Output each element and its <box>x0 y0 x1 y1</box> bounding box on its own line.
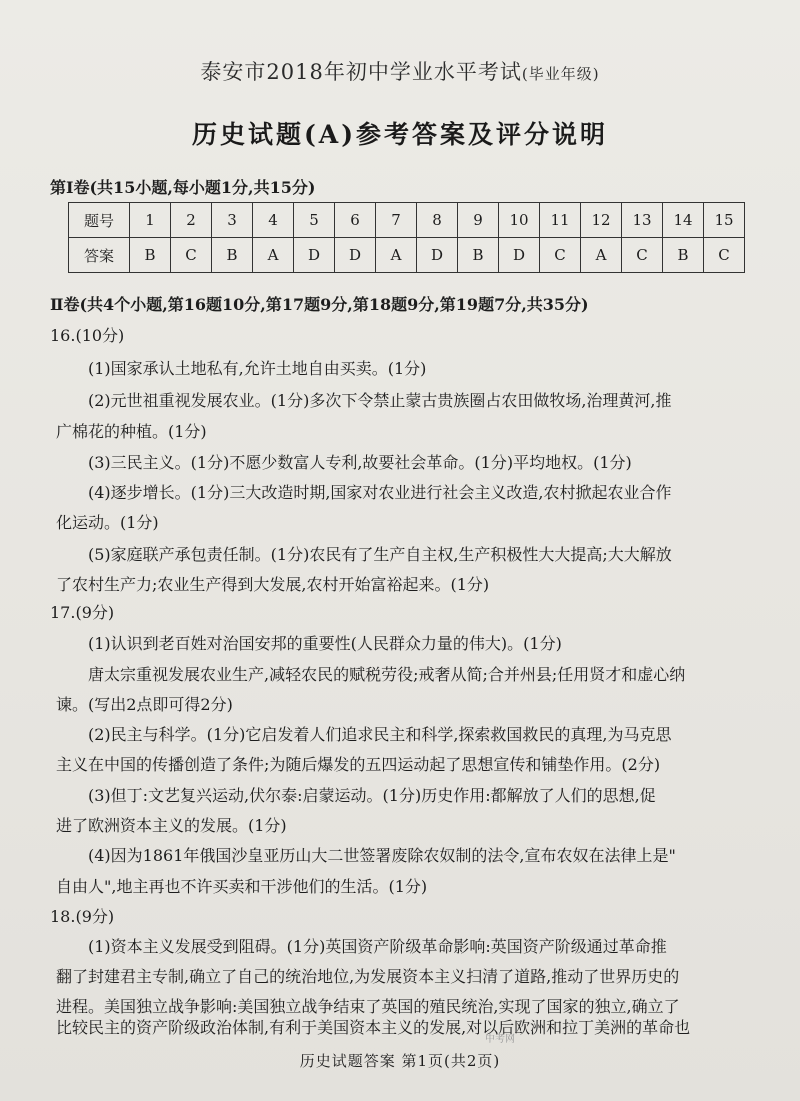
answer-line: 唐太宗重视发展农业生产,减轻农民的赋税劳役;戒奢从简;合并州县;任用贤才和虚心纳 <box>88 665 686 684</box>
answer-line: (5)家庭联产承包责任制。(1分)农民有了生产自主权,生产积极性大大提高;大大解放 <box>88 545 672 564</box>
answer-table-number-row <box>69 203 745 238</box>
answer-letter: C <box>540 238 581 273</box>
answer-line: (2)民主与科学。(1分)它启发着人们追求民主和科学,探索救国救民的真理,为马克思 <box>88 725 672 744</box>
answer-line: 了农村生产力;农业生产得到大发展,农村开始富裕起来。(1分) <box>56 575 490 594</box>
question-number: 15 <box>704 203 745 238</box>
answer-table <box>68 202 745 273</box>
answer-line: 主义在中国的传播创造了条件;为随后爆发的五四运动起了思想宣传和铺垫作用。(2分) <box>56 755 661 774</box>
answer-line: 进程。美国独立战争影响:美国独立战争结束了英国的殖民统治,实现了国家的独立,确立了 <box>56 997 680 1016</box>
answer-line: (1)认识到老百姓对治国安邦的重要性(人民群众力量的伟大)。(1分) <box>88 634 562 653</box>
answer-line: 谏。(写出2点即可得2分) <box>56 695 233 714</box>
section-1-title: 第Ⅰ卷(共15小题,每小题1分,共15分) <box>50 178 316 197</box>
answer-line: 化运动。(1分) <box>56 513 159 532</box>
question-number: 11 <box>540 203 581 238</box>
question-number: 10 <box>499 203 540 238</box>
answer-letter: D <box>417 238 458 273</box>
question-number: 13 <box>622 203 663 238</box>
answer-line: 广棉花的种植。(1分) <box>56 422 207 441</box>
answer-line: (4)逐步增长。(1分)三大改造时期,国家对农业进行社会主义改造,农村掀起农业合作 <box>88 483 672 502</box>
answer-line: 翻了封建君主专制,确立了自己的统治地位,为发展资本主义扫清了道路,推动了世界历史的 <box>56 967 680 986</box>
answer-letter: A <box>581 238 622 273</box>
question-number: 14 <box>663 203 704 238</box>
question-number: 6 <box>335 203 376 238</box>
answer-line: 自由人",地主再也不许买卖和干涉他们的生活。(1分) <box>56 877 428 896</box>
answer-letter: B <box>130 238 171 273</box>
answer-letter: C <box>171 238 212 273</box>
document-title: 历史试题(A)参考答案及评分说明 <box>191 120 609 149</box>
page-footer: 历史试题答案 第1页(共2页) <box>299 1052 501 1070</box>
answer-line: 比较民主的资产阶级政治体制,有利于美国资本主义的发展,对以后欧洲和拉丁美洲的革命也 <box>56 1018 691 1037</box>
exam-title <box>0 56 800 86</box>
answer-letter: A <box>376 238 417 273</box>
answer-line: (2)元世祖重视发展农业。(1分)多次下令禁止蒙古贵族圈占农田做牧场,治理黄河,推 <box>88 391 672 410</box>
answer-letter: D <box>499 238 540 273</box>
answer-line: (3)但丁:文艺复兴运动,伏尔泰:启蒙运动。(1分)历史作用:都解放了人们的思想,促 <box>88 786 656 805</box>
question-number: 1 <box>130 203 171 238</box>
question-number: 5 <box>294 203 335 238</box>
question-heading: 18.(9分) <box>50 907 115 926</box>
watermark: 中考网 <box>485 1034 515 1045</box>
question-number: 12 <box>581 203 622 238</box>
answer-line: (3)三民主义。(1分)不愿少数富人专利,故要社会革命。(1分)平均地权。(1分) <box>88 453 632 472</box>
exam-title-main: 泰安市2018年初中学业水平考试 <box>200 60 522 84</box>
question-number: 2 <box>171 203 212 238</box>
answer-letter: C <box>704 238 745 273</box>
question-number: 3 <box>212 203 253 238</box>
row-label-number: 题号 <box>69 203 130 238</box>
question-number: 9 <box>458 203 499 238</box>
answer-letter: D <box>294 238 335 273</box>
row-label-answer: 答案 <box>69 238 130 273</box>
answer-letter: A <box>253 238 294 273</box>
answer-letter: C <box>622 238 663 273</box>
exam-title-suffix: (毕业年级) <box>521 65 600 83</box>
answer-letter: B <box>663 238 704 273</box>
answer-letter: B <box>212 238 253 273</box>
question-number: 4 <box>253 203 294 238</box>
answer-table-answer-row <box>69 238 745 273</box>
answer-letter: D <box>335 238 376 273</box>
question-heading: 16.(10分) <box>50 326 125 345</box>
answer-line: (1)资本主义发展受到阻碍。(1分)英国资产阶级革命影响:英国资产阶级通过革命推 <box>88 937 667 956</box>
answer-line: 进了欧洲资本主义的发展。(1分) <box>56 816 287 835</box>
answer-line: (1)国家承认土地私有,允许土地自由买卖。(1分) <box>88 359 427 378</box>
question-heading: 17.(9分) <box>50 603 115 622</box>
answer-letter: B <box>458 238 499 273</box>
question-number: 8 <box>417 203 458 238</box>
question-number: 7 <box>376 203 417 238</box>
section-2-title: Ⅱ卷(共4个小题,第16题10分,第17题9分,第18题9分,第19题7分,共35分) <box>50 295 589 314</box>
answer-line: (4)因为1861年俄国沙皇亚历山大二世签署废除农奴制的法令,宣布农奴在法律上是" <box>88 846 676 865</box>
